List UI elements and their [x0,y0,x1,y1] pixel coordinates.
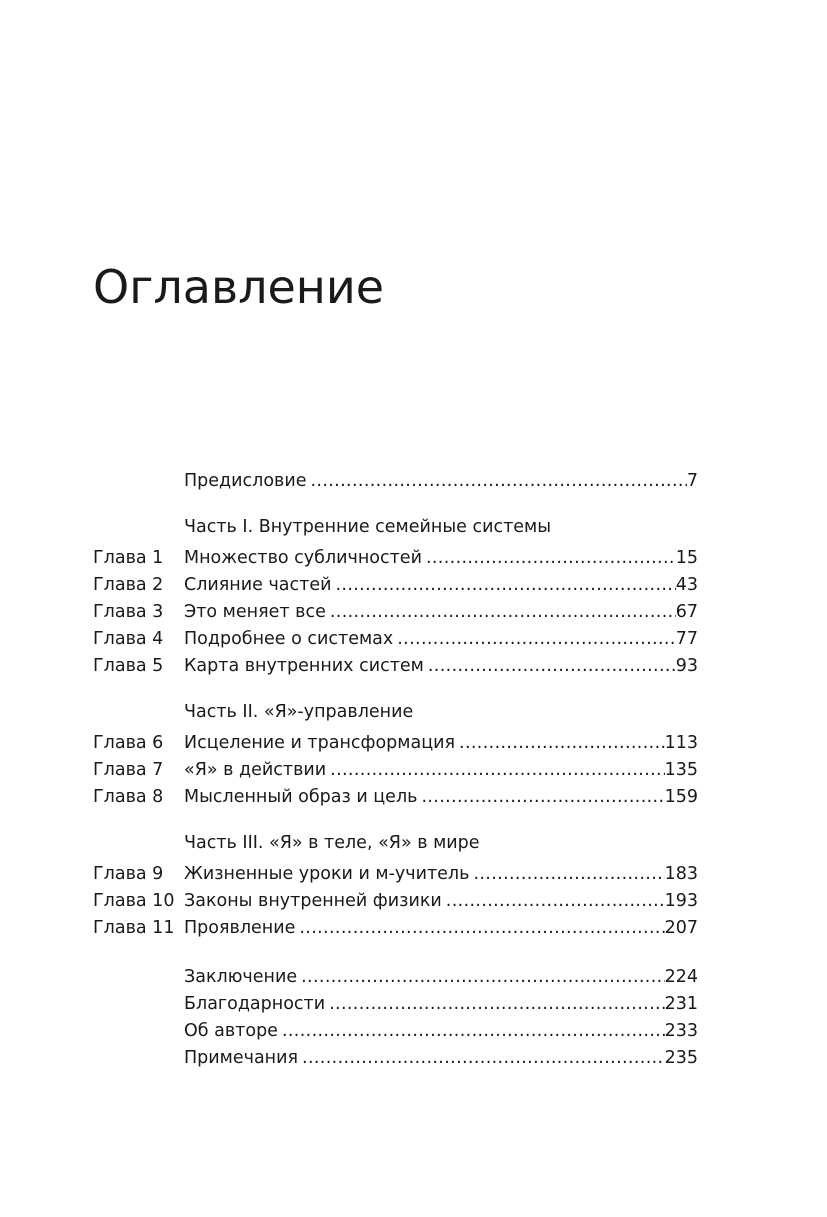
entry-page: 193 [664,891,698,911]
chapter-label: Глава 8 [93,787,164,807]
toc-entry-preface[interactable] [93,468,698,495]
table-of-contents [93,468,698,1072]
entry-title: Подробнее о системах [184,629,394,649]
chapter-label: Глава 1 [93,548,164,568]
entry-page: 67 [675,602,698,622]
entry-page: 77 [675,629,698,649]
dot-leader [297,964,664,991]
entry-title: Исцеление и трансформация [184,733,456,753]
dot-leader [424,653,676,680]
dot-leader [393,626,675,653]
dot-leader [326,599,676,626]
toc-entry-acknowledgements[interactable] [93,991,698,1018]
toc-entry-chapter-3[interactable] [93,599,698,626]
toc-entry-chapter-4[interactable] [93,626,698,653]
chapter-label: Глава 9 [93,864,164,884]
entry-title: Карта внутренних систем [184,656,424,676]
dot-leader [442,888,665,915]
entry-title: Мысленный образ и цель [184,787,418,807]
entry-title: Заключение [184,967,298,987]
toc-entry-chapter-6[interactable] [93,730,698,757]
entry-page: 231 [664,994,698,1014]
toc-entry-chapter-2[interactable] [93,572,698,599]
entry-title: Множество субличностей [184,548,422,568]
entry-title: Об авторе [184,1021,278,1041]
dot-leader [325,991,665,1018]
page-title: Оглавление [93,260,385,314]
chapter-label: Глава 7 [93,760,164,780]
dot-leader [469,861,664,888]
dot-leader [422,545,676,572]
chapter-label: Глава 11 [93,918,175,938]
toc-entry-chapter-7[interactable] [93,757,698,784]
entry-title: Слияние частей [184,575,332,595]
toc-entry-chapter-10[interactable] [93,888,698,915]
entry-title: «Я» в действии [184,760,327,780]
entry-page: 235 [664,1048,698,1068]
chapter-label: Глава 5 [93,656,164,676]
dot-leader [298,1045,665,1072]
dot-leader [278,1018,665,1045]
chapter-label: Глава 3 [93,602,164,622]
dot-leader [455,730,665,757]
dot-leader [295,915,664,942]
toc-entry-about-author[interactable] [93,1018,698,1045]
entry-title: Примечания [184,1048,299,1068]
entry-page: 159 [664,787,698,807]
entry-title: Законы внутренней физики [184,891,442,911]
toc-entry-chapter-1[interactable] [93,545,698,572]
chapter-label: Глава 4 [93,629,164,649]
entry-title: Проявление [184,918,296,938]
entry-page: 224 [664,967,698,987]
chapter-label: Глава 10 [93,891,175,911]
toc-entry-chapter-11[interactable] [93,915,698,942]
entry-page: 183 [664,864,698,884]
entry-title: Жизненные уроки и м-учитель [184,864,470,884]
dot-leader [417,784,664,811]
toc-entry-chapter-8[interactable] [93,784,698,811]
dot-leader [306,468,686,495]
part-heading-3: Часть III. «Я» в теле, «Я» в мире [184,833,480,853]
chapter-label: Глава 6 [93,733,164,753]
entry-page: 7 [686,471,698,491]
entry-page: 43 [675,575,698,595]
toc-entry-chapter-5[interactable] [93,653,698,680]
entry-title: Это меняет все [184,602,326,622]
part-heading-1: Часть I. Внутренние семейные системы [184,517,552,537]
entry-title: Предисловие [184,471,307,491]
entry-page: 93 [675,656,698,676]
part-heading-2: Часть II. «Я»-управление [184,702,414,722]
entry-page: 113 [664,733,698,753]
entry-page: 135 [664,760,698,780]
toc-entry-chapter-9[interactable] [93,861,698,888]
entry-page: 207 [664,918,698,938]
toc-entry-conclusion[interactable] [93,964,698,991]
entry-page: 15 [675,548,698,568]
entry-page: 233 [664,1021,698,1041]
chapter-label: Глава 2 [93,575,164,595]
entry-title: Благодарности [184,994,326,1014]
toc-entry-notes[interactable] [93,1045,698,1072]
dot-leader [331,572,675,599]
dot-leader [326,757,664,784]
